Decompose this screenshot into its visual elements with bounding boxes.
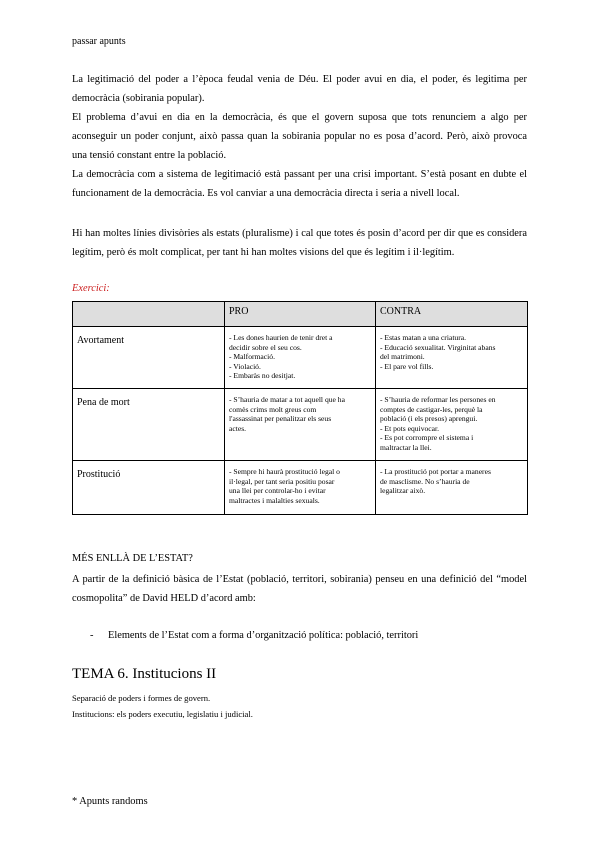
row-topic: Prostitució [73, 461, 225, 515]
page-header: passar apunts [72, 36, 126, 47]
bullet-text: Elements de l’Estat com a forma d’organització política: població, territori [108, 630, 419, 641]
cosmopolitan-text [72, 570, 527, 608]
cell-line: - Es pot corrompre el sistema i [380, 433, 474, 443]
table-header-contra: CONTRA [376, 302, 528, 327]
paragraph: El problema d’avui en dia en la democràcia, és que el govern suposa que tots renunciem a algo per aconseguir un poder conjunt, això passa quan la sobirania popular no es posa d’acord. Però, això provoca una tensió constant entre la població. [72, 112, 527, 161]
cell-line: maltractes i malalties sexuals. [229, 495, 320, 505]
intro-text [72, 70, 527, 203]
cell-line: una llei per controlar-ho i evitar [229, 486, 326, 496]
contra-cell [376, 327, 528, 389]
cell-line: - S’hauria de matar a tot aquell que ha [229, 395, 345, 404]
cell-line: comptes de castigar-les, perquè la [380, 404, 483, 414]
pro-cell [225, 461, 376, 515]
tema-line: Separació de poders i formes de govern. [72, 693, 211, 703]
bullet-item [90, 630, 418, 641]
cell-line: comès crims molt greus com [229, 404, 317, 414]
cell-line: - Les dones haurien de tenir dret a [229, 333, 333, 342]
cell-line: del matrimoni. [380, 352, 425, 362]
table-header-pro: PRO [225, 302, 376, 327]
tema-line: Institucions: els poders executiu, legislatiu i judicial. [72, 709, 253, 719]
cell-line: decidir sobre el seu cos. [229, 342, 302, 352]
pluralism-text [72, 224, 527, 262]
row-topic: Avortament [73, 327, 225, 389]
cell-line: maltractar la llei. [380, 442, 432, 452]
paragraph: Hi han moltes línies divisòries als estats (pluralisme) i cal que totes és posin d’acord per dir que es considera legítim, però és molt complicat, per tant hi han moltes visions del que és legítim i il·legítim. [72, 228, 527, 258]
cell-line: - El pare vol fills. [380, 361, 434, 371]
cell-line: població (i els presos) aprengui. [380, 414, 478, 424]
cell-line: - Violació. [229, 361, 261, 371]
footer-note: * Apunts randoms [72, 796, 148, 807]
table-header-blank [73, 302, 225, 327]
table-row [73, 461, 528, 515]
cell-line: il·legal, per tant seria positiu posar [229, 476, 335, 486]
cell-line: - S’hauria de reformar les persones en [380, 395, 496, 404]
cell-line: l'assassinat per penalitzar els seus [229, 414, 332, 424]
paragraph: A partir de la definició bàsica de l’Estat (població, territori, sobirania) penseu en una definició del “model cosmopolita” de David HELD d’acord amb: [72, 574, 527, 604]
tema-title: TEMA 6. Institucions II [72, 666, 217, 682]
pro-cell [225, 327, 376, 389]
paragraph: La legitimació del poder a l’època feudal venia de Déu. El poder avui en dia, el poder, és legitima per democràcia (sobirania popular). [72, 74, 527, 104]
bullet-marker: - [90, 630, 94, 641]
table-header-row [73, 302, 528, 327]
cell-line: legalitzar això. [380, 486, 426, 496]
contra-cell [376, 389, 528, 461]
table-row [73, 389, 528, 461]
cell-line: - Et pots equivocar. [380, 423, 440, 433]
cell-line: - Estas matan a una criatura. [380, 333, 467, 342]
cell-line: - Sempre hi haurà prostitució legal o [229, 467, 340, 476]
cell-line: - Educació sexualitat. Virginitat abans [380, 342, 496, 352]
contra-cell [376, 461, 528, 515]
cell-line: actes. [229, 423, 247, 433]
section-heading: MÉS ENLLÀ DE L’ESTAT? [72, 553, 193, 564]
row-topic: Pena de mort [73, 389, 225, 461]
pro-cell [225, 389, 376, 461]
paragraph: La democràcia com a sistema de legitimació està passant per una crisi important. S’està posant en dubte el funcionament de la democràcia. Es vol canviar a una democràcia directa i seria a nivell local. [72, 169, 527, 199]
cell-line: - Embaràs no desitjat. [229, 371, 296, 381]
exercise-table [72, 301, 528, 515]
table-row [73, 327, 528, 389]
cell-line: de masclisme. No s’hauria de [380, 476, 470, 486]
exercise-label: Exercici: [72, 283, 110, 294]
cell-line: - La prostitució pot portar a maneres [380, 467, 491, 476]
cell-line: - Malformació. [229, 352, 275, 362]
